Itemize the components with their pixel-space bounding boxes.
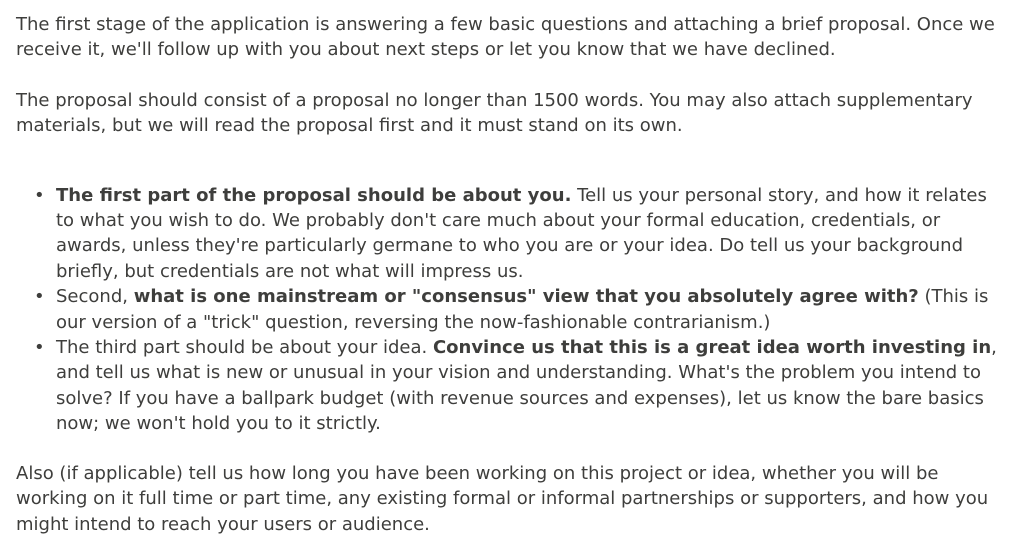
list-item-text: Tell us your personal story, and how it relates to what you wish to do. We probably don't care much about your formal education, credentials, or awards, unless they're particularly germane to who you are or your idea. Do tell us your background briefly, but credentials are not what will impress us. [56, 184, 987, 282]
list-item-bold-text: what is one mainstream or "consensus" view that you absolutely agree with? [133, 286, 919, 308]
list-item-bold-text: The first part of the proposal should be about you. [56, 184, 572, 206]
list-item-bold-text: Convince us that this is a great idea worth investing in [432, 337, 992, 359]
bullet-icon: • [34, 184, 45, 206]
outro-paragraph: Also (if applicable) tell us how long you have been working on this project or idea, whether you will be working on it full time or part time, any existing formal or informal partnerships or supporters, and how you might intend to reach your users or audience. [16, 462, 989, 535]
list-item-lead-text: The third part should be about your idea. [56, 337, 433, 359]
intro-paragraph-proposal-length: The proposal should consist of a proposal no longer than 1500 words. You may also attach supplementary materials, but we will read the proposal first and it must stand on its own. [16, 89, 973, 137]
list-item-about-you [34, 183, 1010, 285]
bullet-icon: • [34, 286, 45, 308]
list-item-lead-text: Second, [56, 286, 134, 308]
list-item-consensus-view [34, 284, 1010, 335]
proposal-parts-list [16, 183, 1010, 437]
list-item-text: , and tell us what is new or unusual in your vision and understanding. What's the problem you intend to solve? If you have a ballpark budget (with revenue sources and expenses), let us know the bare basics now; we won't hold you to it strictly. [56, 337, 997, 435]
bullet-icon: • [34, 337, 45, 359]
list-item-text: (This is our version of a "trick" question, reversing the now-fashionable contrarianism.) [56, 286, 989, 333]
list-item-your-idea [34, 335, 1010, 437]
intro-paragraph-first-stage: The first stage of the application is answering a few basic questions and attaching a brief proposal. Once we receive it, we'll follow up with you about next steps or let you know that we have declined. [16, 14, 995, 61]
